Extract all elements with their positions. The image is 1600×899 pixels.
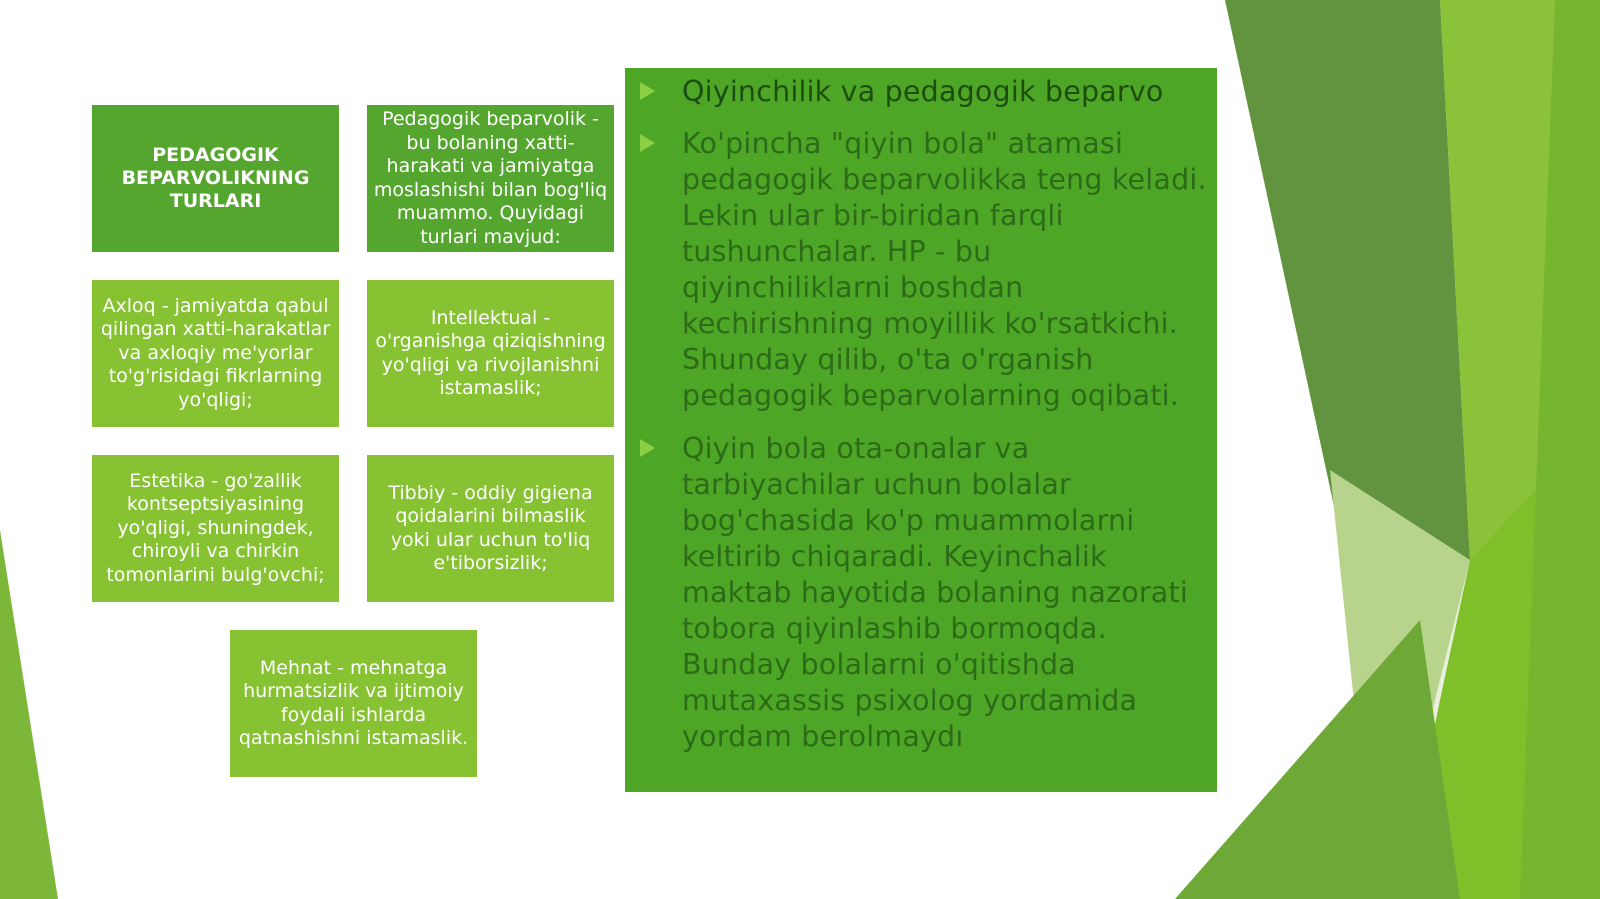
title-box-text: PEDAGOGIK BEPARVOLIKNING TURLARI [121, 144, 310, 212]
bullet-arrow-icon [640, 82, 655, 100]
bullet-text-1: Qiyinchilik va pedagogik beparvo [682, 75, 1164, 108]
intellektual-box [367, 280, 614, 427]
estetika-box-text: Estetika - go'zallik kontseptsiyasining yo'qligi, shuningdek, chiroyli va chirkin tomonlarini bulg'ovchi; [106, 469, 325, 586]
bullet-item-1 [682, 74, 1207, 110]
title-box [92, 105, 339, 252]
mehnat-box [230, 630, 477, 777]
left-green-shape [0, 530, 58, 899]
bottom-green-shape [1175, 620, 1460, 899]
tibbiy-box-text: Tibbiy - oddiy gigiena qoidalarini bilmaslik yoki ular uchun to'liq e'tiborsizlik; [388, 481, 593, 574]
bullet-arrow-icon [640, 134, 655, 152]
tibbiy-box [367, 455, 614, 602]
axloq-box-text: Axloq - jamiyatda qabul qilingan xatti-harakatlar va axloqiy me'yorlar to'g'risidagi fikrlarning yo'qligi; [100, 294, 331, 411]
bullet-arrow-icon [640, 439, 655, 457]
bullet-text-2: Ko'pincha "qiyin bola" atamasi pedagogik beparvolikka teng keladi. Lekin ular bir-biridan farqli tushunchalar. HP - bu qiyinchiliklarni boshdan kechirishning moyillik ko'rsatkichi. Shunday qilib, o'ta o'rganish pedagogik beparvolarning oqibati. [682, 127, 1207, 412]
intro-box-text: Pedagogik beparvolik - bu bolaning xatti-harakati va jamiyatga moslashishi bilan bog'liq muammo. Quyidagi turlari mavjud: [373, 108, 608, 248]
mehnat-box-text: Mehnat - mehnatga hurmatsizlik va ijtimoiy foydali ishlarda qatnashishni istamaslik. [238, 656, 469, 749]
estetika-box [92, 455, 339, 602]
text-panel [625, 68, 1217, 792]
axloq-box [92, 280, 339, 427]
intellektual-box-text: Intellektual - o'rganishga qiziqishning yo'qligi va rivojlanishni istamaslik; [375, 306, 606, 399]
bullet-item-3 [682, 431, 1207, 755]
bullet-text-3: Qiyin bola ota-onalar va tarbiyachilar uchun bolalar bog'chasida ko'p muammolarni keltirib chiqaradi. Keyinchalik maktab hayotida bolaning nazorati tobora qiyinlashib bormoqda. Bunday bolalarni o'qitishda mutaxassis psixolog yordamida yordam berolmaydı [682, 432, 1188, 753]
bullet-item-2 [682, 126, 1207, 414]
intro-box [367, 105, 614, 252]
